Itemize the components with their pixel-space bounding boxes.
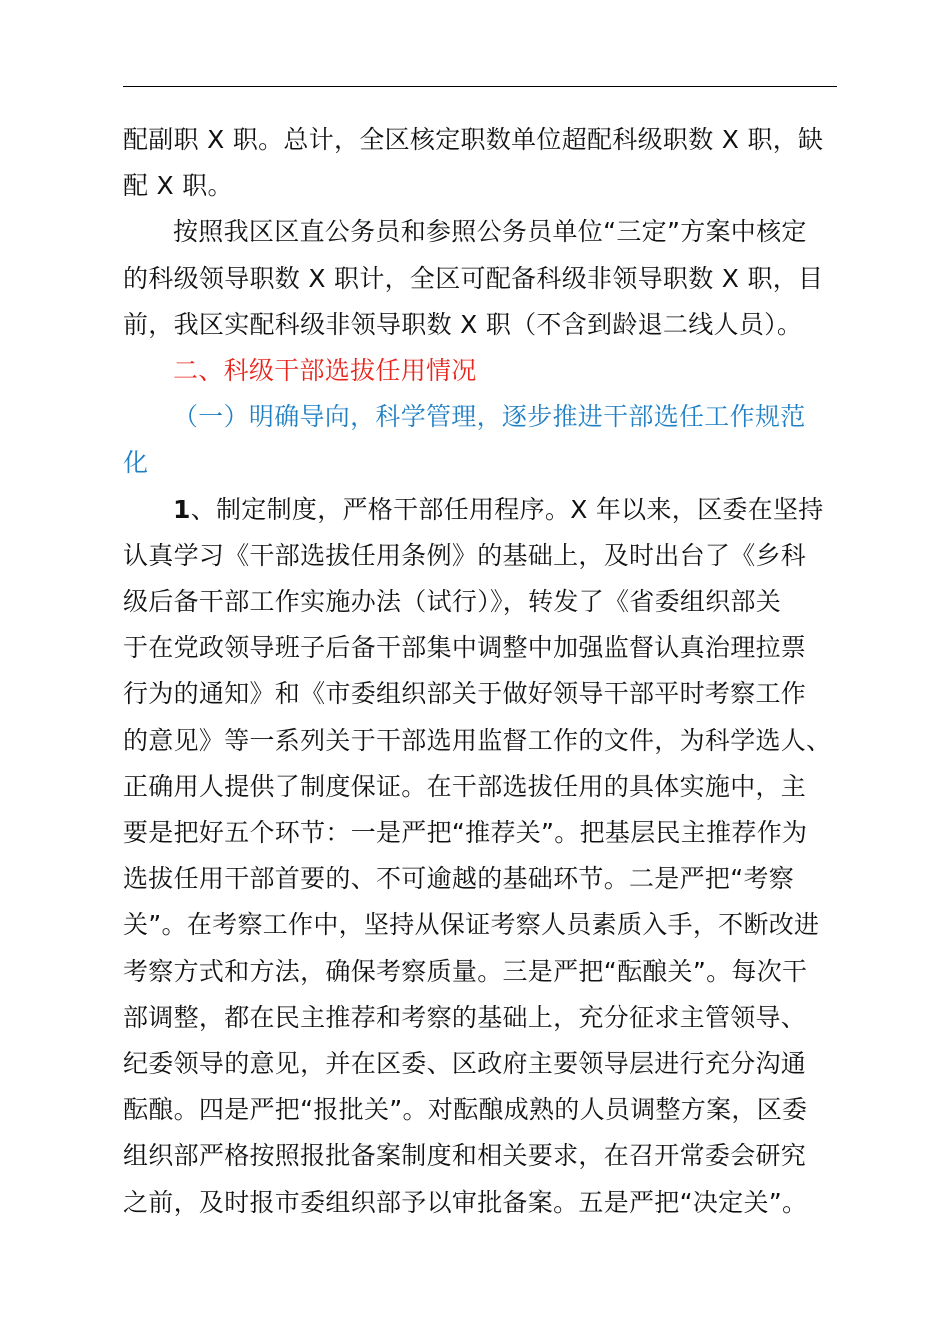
text-line: 二、科级干部选拔任用情况 — [173, 356, 477, 386]
text-line: 认真学习《干部选拔任用条例》的基础上，及时出台了《乡科 — [123, 540, 807, 570]
text-line: 的意见》等一系列关于干部选用监督工作的文件，为科学选人、 — [123, 725, 832, 755]
paragraph-selection-procedure — [123, 487, 839, 1226]
text-line: 于在党政领导班子后备干部集中调整中加强监督认真治理拉票 — [123, 633, 807, 663]
document-body — [123, 117, 839, 1226]
text-line: 、制定制度，严格干部任用程序。X 年以来，区委在坚持 — [190, 494, 824, 524]
text-line: 级后备干部工作实施办法（试行）》，转发了《省委组织部关 — [123, 587, 782, 617]
text-line: 按照我区区直公务员和参照公务员单位“三定”方案中核定 — [173, 217, 807, 247]
text-line: 化 — [123, 448, 149, 478]
paragraph-non-leadership-posts — [123, 209, 839, 348]
text-line: （一）明确导向，科学管理，逐步推进干部选任工作规范 — [173, 402, 806, 432]
text-line: 要是把好五个环节：一是严把“推荐关”。把基层民主推荐作为 — [123, 818, 808, 848]
text-line: 前，我区实配科级非领导职数 X 职（不含到龄退二线人员）。 — [123, 309, 803, 339]
text-line: 酝酿。四是严把“报批关”。对酝酿成熟的人员调整方案，区委 — [123, 1095, 808, 1125]
text-line: 部调整，都在民主推荐和考察的基础上，充分征求主管领导、 — [123, 1002, 807, 1032]
header-rule — [123, 86, 837, 87]
text-line: 之前，及时报市委组织部予以审批备案。五是严把“决定关”。 — [123, 1187, 808, 1217]
text-line: 正确用人提供了制度保证。在干部选拔任用的具体实施中，主 — [123, 771, 807, 801]
text-line: 组织部严格按照报批备案制度和相关要求，在召开常委会研究 — [123, 1141, 807, 1171]
text-line: 考察方式和方法，确保考察质量。三是严把“酝酿关”。每次干 — [123, 956, 808, 986]
text-line: 关”。在考察工作中，坚持从保证考察人员素质入手，不断改进 — [123, 910, 820, 940]
text-line: 配 X 职。 — [123, 171, 233, 201]
text-line: 行为的通知》和《市委组织部关于做好领导干部平时考察工作 — [123, 679, 807, 709]
text-line: 的科级领导职数 X 职计，全区可配备科级非领导职数 X 职，目 — [123, 263, 824, 293]
section-heading — [123, 348, 839, 394]
item-number: 1 — [173, 494, 191, 524]
subsection-heading — [123, 394, 839, 486]
text-line: 纪委领导的意见，并在区委、区政府主要领导层进行充分沟通 — [123, 1049, 807, 1079]
text-line: 配副职 X 职。总计，全区核定职数单位超配科级职数 X 职，缺 — [123, 125, 824, 154]
paragraph-staffing-summary — [123, 117, 839, 209]
text-line: 选拔任用干部首要的、不可逾越的基础环节。二是严把“考察 — [123, 864, 795, 894]
